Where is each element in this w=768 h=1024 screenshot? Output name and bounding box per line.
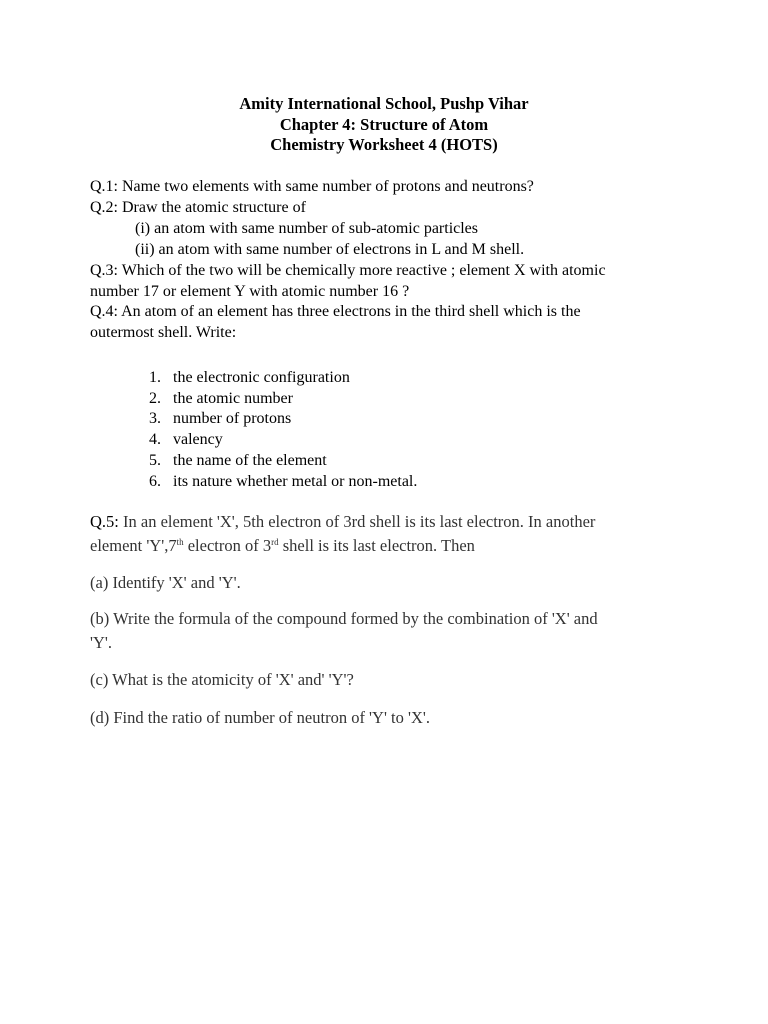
question-5-text: electron of 3 — [183, 536, 272, 555]
question-1-text: Name two elements with same number of protons and neutrons? — [118, 178, 534, 195]
list-item — [149, 451, 417, 472]
question-5-part-d: (d) Find the ratio of number of neutron of 'Y' to 'X'. — [90, 708, 430, 727]
question-2-part-ii: (ii) an atom with same number of electrons in L and M shell. — [135, 241, 525, 258]
list-item-text: number of protons — [173, 410, 292, 428]
list-item-text: valency — [173, 431, 223, 449]
question-2: Q.2: Draw the atomic structure of — [90, 199, 306, 216]
list-item-number: 2. — [149, 389, 161, 407]
list-item — [149, 389, 417, 410]
list-item — [149, 409, 417, 430]
list-item-number: 1. — [149, 369, 161, 386]
question-5-line-2 — [90, 534, 475, 558]
list-item-number: 6. — [149, 472, 161, 490]
list-item-text: the electronic configuration — [173, 369, 350, 386]
worksheet-title: Chemistry Worksheet 4 (HOTS) — [270, 135, 498, 154]
worksheet-header — [0, 94, 768, 156]
list-item — [149, 368, 417, 389]
question-5-text: element 'Y',7 — [90, 536, 177, 555]
list-item-text: the name of the element — [173, 451, 327, 469]
question-1-label: Q.1: — [90, 178, 118, 195]
question-5-part-b-line-2: 'Y'. — [90, 633, 112, 652]
superscript-rd: rd — [271, 537, 279, 547]
school-name: Amity International School, Pushp Vihar — [239, 94, 529, 113]
list-item-number: 5. — [149, 451, 161, 469]
question-5-part-a: (a) Identify 'X' and 'Y'. — [90, 573, 241, 592]
question-5-text: In an element 'X', 5th electron of 3rd shell is its last electron. In another — [118, 512, 596, 531]
list-item-number: 4. — [149, 431, 161, 449]
question-5-line-1 — [90, 510, 595, 534]
question-4-line-2: outermost shell. Write: — [90, 324, 237, 341]
question-5-text: shell is its last electron. Then — [278, 536, 475, 555]
list-item — [149, 472, 417, 493]
list-item-number: 3. — [149, 410, 161, 428]
question-5-part-b-line-1: (b) Write the formula of the compound formed by the combination of 'X' and — [90, 609, 598, 628]
question-4-list — [149, 368, 417, 492]
question-4-line-1: Q.4: An atom of an element has three electrons in the third shell which is the — [90, 303, 581, 320]
question-5-label: Q.5: — [90, 512, 119, 531]
question-3-line-2: number 17 or element Y with atomic number 16 ? — [90, 283, 410, 300]
question-1 — [90, 177, 534, 197]
question-2-part-i: (i) an atom with same number of sub-atomic particles — [135, 220, 479, 237]
chapter-title: Chapter 4: Structure of Atom — [279, 114, 489, 134]
list-item-text: its nature whether metal or non-metal. — [173, 472, 418, 490]
list-item-text: the atomic number — [173, 389, 293, 407]
list-item — [149, 430, 417, 451]
question-3-line-1: Q.3: Which of the two will be chemically more reactive ; element X with atomic — [90, 262, 606, 279]
superscript-th: th — [176, 537, 184, 547]
question-5-part-c: (c) What is the atomicity of 'X' and' 'Y'? — [90, 670, 354, 689]
